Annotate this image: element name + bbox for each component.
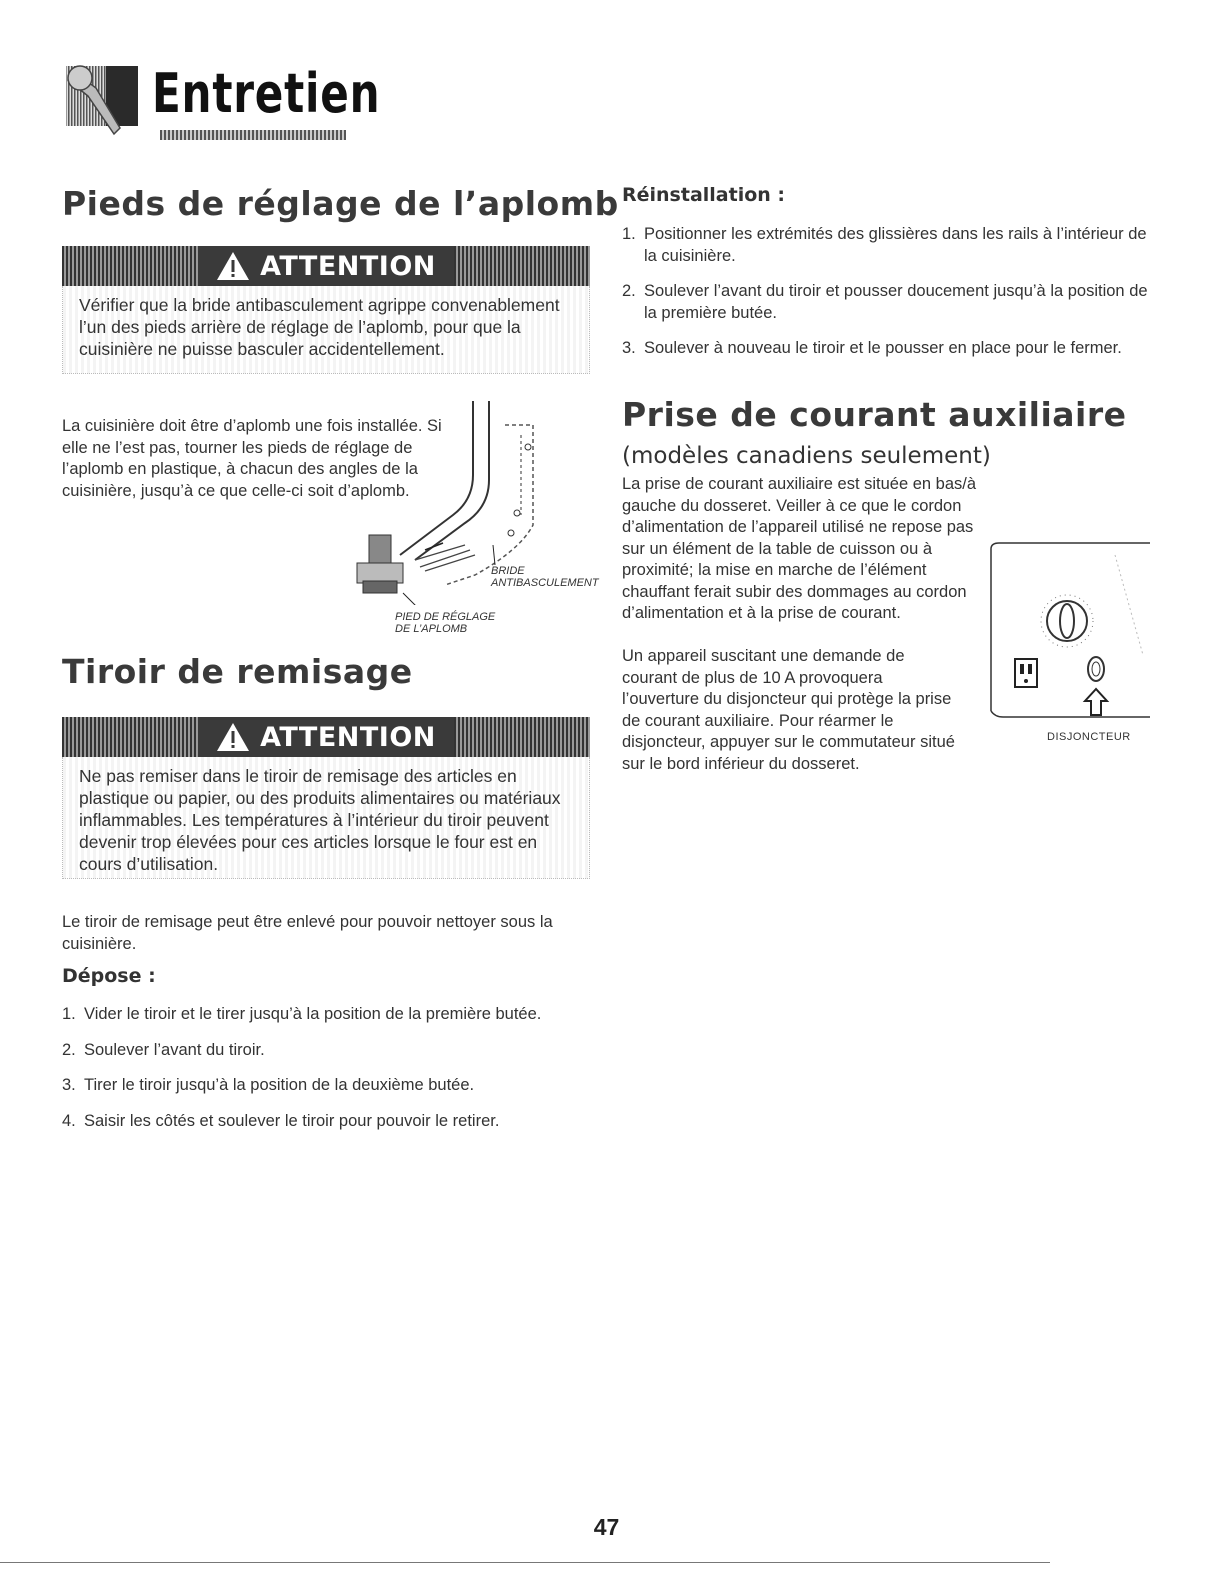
list-item: 2. Soulever l’avant du tiroir. xyxy=(62,1040,265,1059)
outlet-subtitle: (modèles canadiens seulement) xyxy=(622,443,991,469)
removal-steps xyxy=(62,1004,592,1146)
list-item: 4. Saisir les côtés et soulever le tiroir pour pouvoir le retirer. xyxy=(62,1111,500,1130)
breaker-label: DISJONCTEUR xyxy=(1047,731,1131,743)
leveling-warning-text: Vérifier que la bride antibasculement agrippe convenablement l’un des pieds arrière de réglage de l’aplomb, pour que la cuisinière ne puisse basculer accidentellement. xyxy=(62,286,590,374)
reinstall-steps xyxy=(622,224,1154,374)
list-item: 3. Soulever à nouveau le tiroir et le pousser en place pour le fermer. xyxy=(622,339,1122,357)
list-item: 3. Tirer le tiroir jusqu’à la position de la deuxième butée. xyxy=(62,1076,475,1094)
outlet-para2: Un appareil suscitant une demande de courant de plus de 10 A provoquera l’ouverture du disjoncteur qui protège la prise de courant auxiliaire. Pour réarmer le disjoncteur, appuyer sur le commutateur situé sur le bord inférieur du dosseret. xyxy=(622,647,955,773)
leveling-body: La cuisinière doit être d’aplomb une fois installée. Si elle ne l’est pas, tourner les pieds de réglage de l’aplomb en plastique, à chacun des angles de la cuisinière, jusqu’à ce que celle-ci soit d’aplomb. xyxy=(62,417,442,500)
list-item: 1. Positionner les extrémités des glissières dans les rails à l’intérieur de la cuisinière. xyxy=(622,225,1147,265)
reinstall-title: Réinstallation : xyxy=(622,184,786,206)
warning-triangle-icon xyxy=(216,251,250,281)
list-item: 1. Vider le tiroir et le tirer jusqu’à la position de la première butée. xyxy=(62,1005,542,1023)
header-underline xyxy=(160,130,346,140)
outlet-figure xyxy=(985,535,1150,745)
drawer-warning-banner xyxy=(62,717,590,757)
header-title: Entretien xyxy=(152,62,381,125)
bracket-label-line2: ANTIBASCULEMENT xyxy=(491,577,599,589)
bracket-label-line1: BRIDE xyxy=(491,565,525,577)
wrench-icon xyxy=(62,60,142,138)
outlet-title: Prise de courant auxiliaire xyxy=(622,395,1127,434)
drawer-warning-text: Ne pas remiser dans le tiroir de remisage des articles en plastique ou papier, ou des produits alimentaires ou matériaux inflammables. Les températures à l’intérieur du tiroir peuvent devenir trop élevées pour ces articles lorsque le four est en cours d’utilisation. xyxy=(62,757,590,879)
footer-rule xyxy=(0,1562,1050,1563)
drawer-title: Tiroir de remisage xyxy=(62,652,413,691)
foot-label-line2: DE L’APLOMB xyxy=(395,623,468,635)
leveling-figure xyxy=(345,395,599,645)
leveling-title: Pieds de réglage de l’aplomb xyxy=(62,184,619,223)
warning-label: ATTENTION xyxy=(260,721,436,753)
warning-triangle-icon xyxy=(216,722,250,752)
leveling-warning-banner xyxy=(62,246,590,286)
warning-label: ATTENTION xyxy=(260,250,436,282)
outlet-para1: La prise de courant auxiliaire est située en bas/à gauche du dosseret. Veiller à ce que le cordon d’alimentation de l’appareil utilisé ne repose pas sur un élément de la table de cuisson ou à proximité; la mise en marche de l’élément chauffant ferait subir des dommages au cordon d’alimentation et à la prise de courant. xyxy=(622,475,977,622)
backguard-illustration xyxy=(985,535,1150,725)
list-item: 2. Soulever l’avant du tiroir et pousser doucement jusqu’à la position de la première butée. xyxy=(622,282,1148,322)
page-number: 47 xyxy=(593,1514,620,1540)
foot-label-line1: PIED DE RÉGLAGE xyxy=(395,611,496,623)
removal-title: Dépose : xyxy=(62,965,156,987)
drawer-body: Le tiroir de remisage peut être enlevé pour pouvoir nettoyer sous la cuisinière. xyxy=(62,913,553,953)
